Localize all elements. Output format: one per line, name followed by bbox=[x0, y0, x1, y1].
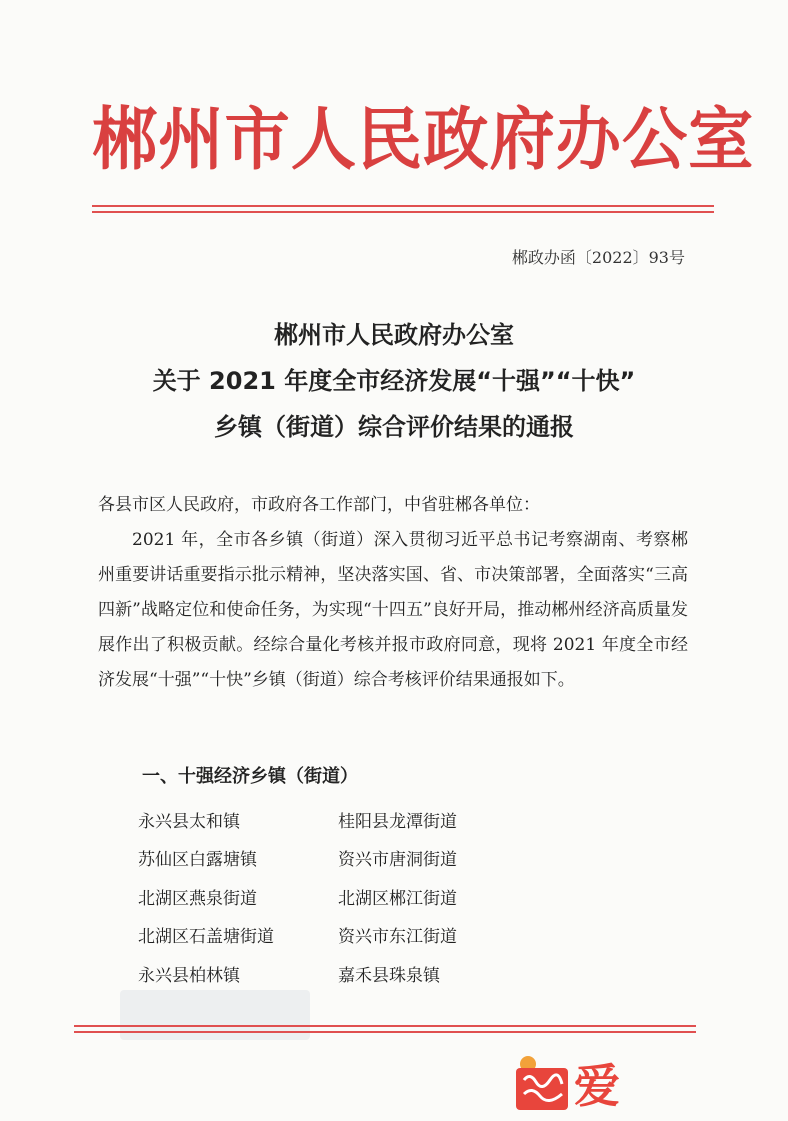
town-row bbox=[138, 954, 558, 993]
document-number: 郴政办函〔2022〕93号 bbox=[511, 248, 685, 267]
town-name: 桂阳县龙潭街道 bbox=[338, 811, 457, 832]
town-name: 北湖区郴江街道 bbox=[338, 888, 457, 909]
footer-rule-thick bbox=[74, 1025, 696, 1027]
watermark-logo bbox=[510, 1050, 650, 1112]
town-name: 资兴市东江街道 bbox=[338, 927, 457, 948]
town-row bbox=[138, 916, 558, 955]
logo-icon bbox=[510, 1050, 650, 1112]
title-line-2: 关于 2021 年度全市经济发展“十强”“十快” bbox=[152, 367, 636, 395]
watermark-text: 爱 bbox=[574, 1059, 620, 1112]
section-heading-ten-strong: 一、十强经济乡镇（街道） bbox=[142, 766, 358, 787]
town-row bbox=[138, 839, 558, 878]
masthead-rule-thin bbox=[92, 211, 714, 213]
salutation: 各县市区人民政府，市政府各工作部门，中省驻郴各单位： bbox=[98, 495, 540, 515]
title-line-3: 乡镇（街道）综合评价结果的通报 bbox=[214, 413, 574, 441]
town-name: 资兴市唐洞街道 bbox=[338, 850, 457, 871]
masthead-rule-thick bbox=[92, 205, 714, 207]
town-row bbox=[138, 800, 558, 839]
body-paragraph: 2021 年，全市各乡镇（街道）深入贯彻习近平总书记考察湖南、考察郴州重要讲话重要指示批示精神，坚决落实国、省、市决策部署，全面落实“三高四新”战略定位和使命任务，为实现“十四五”良好开局，推动郴州经济高质量发展作出了积极贡献。经综合量化考核并报市政府同意，现将 2021 年度全市经济发展“十强”“十快”乡镇（街道）综合考核评价结果通报如下。 bbox=[98, 530, 688, 690]
town-name: 永兴县太和镇 bbox=[138, 811, 240, 832]
town-name: 嘉禾县珠泉镇 bbox=[338, 965, 440, 986]
document-body bbox=[98, 488, 688, 698]
town-name: 永兴县柏林镇 bbox=[138, 965, 240, 986]
town-name: 北湖区石盖塘街道 bbox=[138, 927, 274, 948]
town-name: 北湖区燕泉街道 bbox=[138, 888, 257, 909]
masthead-title: 郴州市人民政府办公室 bbox=[92, 101, 755, 180]
title-line-1: 郴州市人民政府办公室 bbox=[274, 321, 514, 349]
document-title bbox=[0, 312, 788, 450]
footer-rule-thin bbox=[74, 1031, 696, 1033]
town-list bbox=[138, 800, 558, 993]
town-row bbox=[138, 877, 558, 916]
town-name: 苏仙区白露塘镇 bbox=[138, 850, 257, 871]
